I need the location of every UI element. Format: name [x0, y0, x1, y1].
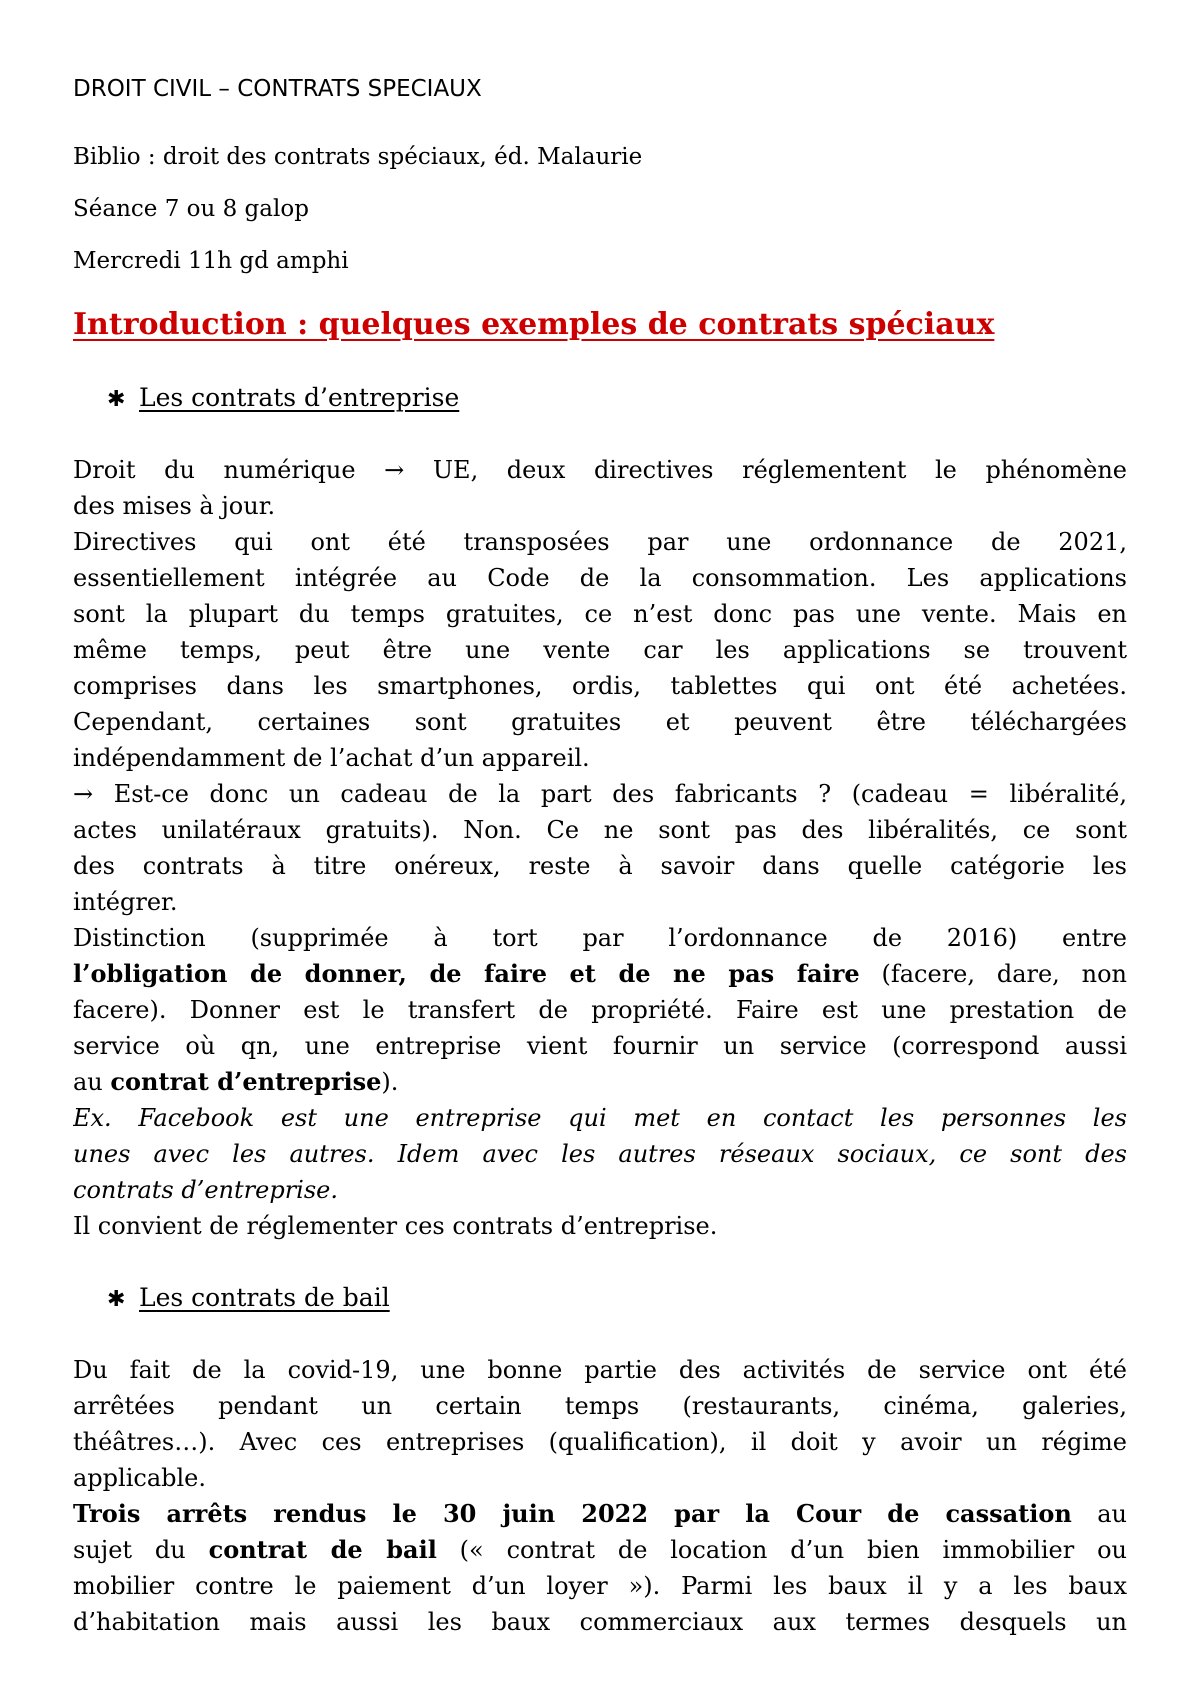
text-line: service où qn, une entreprise vient fournir un service (correspond aussi: [73, 1032, 1127, 1060]
text-line: [73, 1532, 1127, 1568]
text-line: [73, 1064, 1127, 1100]
text-line: indépendamment de l’achat d’un appareil.: [73, 744, 590, 772]
text-line: Du fait de la covid-19, une bonne partie des activités de service ont été: [73, 1356, 1127, 1384]
section-heading-bail: [107, 1282, 390, 1316]
text-line: des mises à jour.: [73, 492, 276, 520]
example-line: contrats d’entreprise.: [73, 1176, 338, 1204]
text-line: → Est-ce donc un cadeau de la part des fabricants ? (cadeau = libéralité,: [73, 780, 1127, 808]
schedule-line: Mercredi 11h gd amphi: [73, 248, 349, 274]
biblio-line: Biblio : droit des contrats spéciaux, éd. Malaurie: [73, 144, 643, 170]
example-line: Ex. Facebook est une entreprise qui met en contact les personnes les: [73, 1104, 1127, 1132]
text-line: [73, 956, 1127, 992]
text-line: actes unilatéraux gratuits). Non. Ce ne sont pas des libéralités, ce sont: [73, 816, 1127, 844]
text-line: essentiellement intégrée au Code de la consommation. Les applications: [73, 564, 1127, 592]
bold-text: contrat de bail: [208, 1535, 437, 1564]
text-line: Distinction (supprimée à tort par l’ordonnance de 2016) entre: [73, 924, 1127, 952]
text-line: applicable.: [73, 1464, 207, 1492]
text-line: d’habitation mais aussi les baux commerciaux aux termes desquels un: [73, 1608, 1127, 1636]
text-line: Cependant, certaines sont gratuites et peuvent être téléchargées: [73, 708, 1127, 736]
text-line: arrêtées pendant un certain temps (restaurants, cinéma, galeries,: [73, 1392, 1127, 1420]
section-heading-entreprise: [107, 382, 459, 416]
text-line: comprises dans les smartphones, ordis, tablettes qui ont été achetées.: [73, 672, 1127, 700]
text-run: sujet du: [73, 1536, 209, 1564]
bullet-star-icon: ✱: [107, 1287, 126, 1312]
section-entreprise-body: [73, 452, 1127, 1244]
text-run: ).: [381, 1068, 399, 1096]
text-line: facere). Donner est le transfert de propriété. Faire est une prestation de: [73, 996, 1127, 1024]
text-run: au: [73, 1068, 111, 1096]
seance-line: Séance 7 ou 8 galop: [73, 196, 309, 222]
text-line: des contrats à titre onéreux, reste à savoir dans quelle catégorie les: [73, 852, 1127, 880]
bold-text: Trois arrêts rendus le 30 juin 2022 par la Cour de cassation: [73, 1499, 1072, 1528]
text-line: mobilier contre le paiement d’un loyer »). Parmi les baux il y a les baux: [73, 1572, 1127, 1600]
bullet-star-icon: ✱: [107, 387, 126, 412]
section-heading-label: Les contrats de bail: [139, 1283, 390, 1312]
document-title: DROIT CIVIL – CONTRATS SPECIAUX: [73, 76, 482, 102]
example-line: unes avec les autres. Idem avec les autres réseaux sociaux, ce sont des: [73, 1140, 1127, 1168]
text-line: intégrer.: [73, 888, 178, 916]
text-line: Directives qui ont été transposées par une ordonnance de 2021,: [73, 528, 1127, 556]
text-line: sont la plupart du temps gratuites, ce n’est donc pas une vente. Mais en: [73, 600, 1127, 628]
text-line: [73, 1496, 1127, 1532]
text-line: même temps, peut être une vente car les applications se trouvent: [73, 636, 1127, 664]
text-line: Droit du numérique → UE, deux directives réglementent le phénomène: [73, 456, 1127, 484]
text-run: (facere, dare, non: [859, 960, 1127, 988]
section-bail-body: [73, 1352, 1127, 1640]
text-line: théâtres…). Avec ces entreprises (qualification), il doit y avoir un régime: [73, 1428, 1127, 1456]
section-heading-label: Les contrats d’entreprise: [139, 383, 460, 412]
bold-text: l’obligation de donner, de faire et de ne pas faire: [73, 959, 860, 988]
bold-text: contrat d’entreprise: [110, 1067, 382, 1096]
text-run: (« contrat de location d’un bien immobilier ou: [436, 1536, 1127, 1564]
intro-heading: Introduction : quelques exemples de contrats spéciaux: [73, 307, 995, 342]
text-line: Il convient de réglementer ces contrats d’entreprise.: [73, 1212, 718, 1240]
text-run: au: [1071, 1500, 1127, 1528]
